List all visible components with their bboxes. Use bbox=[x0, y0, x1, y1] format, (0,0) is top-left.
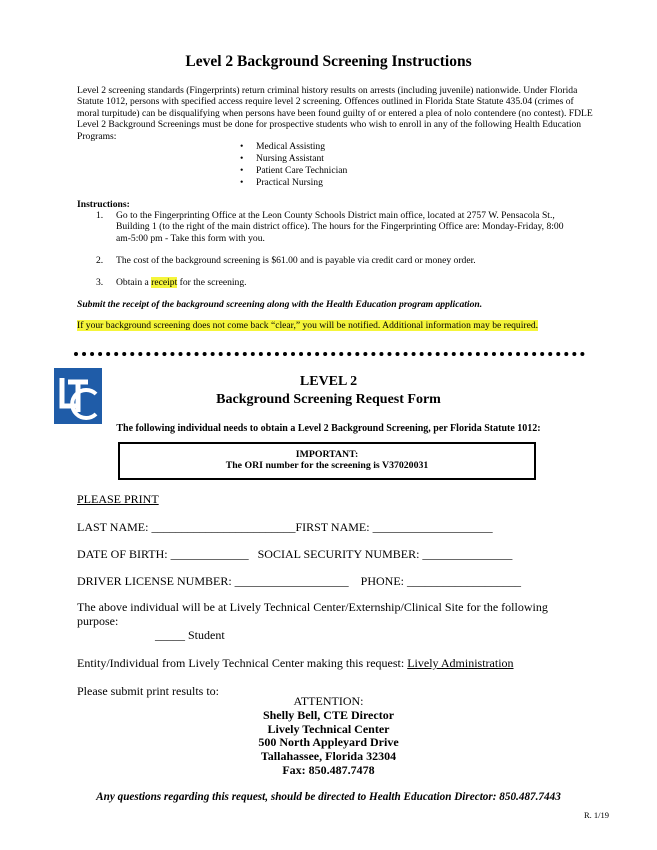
submit-results-label: Please submit print results to: bbox=[77, 684, 219, 698]
entity-label: Entity/Individual from Lively Technical Center making this request: bbox=[77, 656, 408, 670]
program-item: • Patient Care Technician bbox=[240, 165, 347, 177]
receipt-highlight: receipt bbox=[151, 277, 178, 288]
please-print-label: PLEASE PRINT bbox=[77, 492, 159, 506]
revision-label: R. 1/19 bbox=[584, 810, 610, 820]
entity-value: Lively Administration bbox=[407, 656, 514, 670]
questions-contact: Any questions regarding this request, should be directed to Health Education Director: 850.487.7443 bbox=[96, 791, 561, 803]
step-text: The cost of the background screening is $61.00 and is payable via credit card or money order. bbox=[116, 255, 476, 266]
form-heading-title: Background Screening Request Form bbox=[216, 392, 441, 407]
step-number: 1. bbox=[96, 210, 104, 221]
cut-line-divider bbox=[74, 352, 585, 356]
mailing-address-block bbox=[0, 695, 657, 778]
step-number: 2. bbox=[96, 255, 104, 266]
address-org: Lively Technical Center bbox=[267, 721, 390, 736]
program-list bbox=[240, 141, 347, 189]
instruction-step-2 bbox=[96, 255, 576, 266]
program-item: • Practical Nursing bbox=[240, 177, 347, 189]
instruction-step-1 bbox=[96, 210, 576, 244]
important-ori-box bbox=[118, 442, 536, 480]
instructions-heading: Instructions: bbox=[77, 199, 130, 210]
submit-receipt-note: Submit the receipt of the background screening along with the Health Education program application. bbox=[77, 299, 483, 310]
dob-ssn-fields-line[interactable]: DATE OF BIRTH: _____________ SOCIAL SECURITY NUMBER: _______________ bbox=[77, 547, 513, 561]
step-number: 3. bbox=[96, 277, 104, 288]
important-label: IMPORTANT: bbox=[295, 449, 359, 460]
program-item: • Nursing Assistant bbox=[240, 153, 347, 165]
form-heading-level: LEVEL 2 bbox=[299, 374, 358, 389]
address-name: Shelly Bell, CTE Director bbox=[262, 707, 395, 722]
form-intro-statement: The following individual needs to obtain a Level 2 Background Screening, per Florida Statute 1012: bbox=[116, 423, 541, 434]
name-fields-line[interactable]: LAST NAME: ________________________FIRST NAME: ____________________ bbox=[77, 520, 493, 534]
purpose-statement: The above individual will be at Lively Technical Center/Externship/Clinical Site for the following purpose: bbox=[77, 600, 548, 628]
address-street: 500 North Appleyard Drive bbox=[258, 735, 399, 750]
page-title: Level 2 Background Screening Instructions bbox=[185, 53, 472, 70]
instruction-step-3 bbox=[96, 277, 576, 288]
step-text bbox=[116, 277, 576, 288]
step-text-before: Obtain a bbox=[116, 277, 152, 288]
intro-paragraph: Level 2 screening standards (Fingerprints) return criminal history results on arrests (including juvenile) nationwide. Under Florida Statute 1012, persons with specified access require level 2 screening. Offences outlined in Florida State Statute 435.04 (crimes of moral turpitude) can be disqualifying when persons have been found guilty of or entered a plea of nolo contendere (no contest). FDLE Level 2 Background Screenings must be done for prospective students who wish to enroll in any of the following Health Education Programs: bbox=[77, 85, 593, 142]
step-text: Go to the Fingerprinting Office at the Leon County Schools District main office, located at 2757 W. Pensacola St., Building 1 (to the right of the main district office). The hours for the Fingerprinting Office are: Monday-Friday, 8:00 am-5:00 pm - Take this form with you. bbox=[116, 210, 564, 244]
ori-number-text: The ORI number for the screening is V37020031 bbox=[225, 460, 429, 471]
clear-notice bbox=[77, 320, 538, 331]
student-option[interactable]: _____ Student bbox=[155, 628, 225, 642]
requesting-entity bbox=[77, 656, 514, 671]
address-fax: Fax: 850.487.7478 bbox=[282, 762, 375, 777]
program-item: • Medical Assisting bbox=[240, 141, 347, 153]
clear-notice-highlight: If your background screening does not come back “clear,” you will be notified. Additional information may be required. bbox=[77, 320, 539, 331]
license-phone-fields-line[interactable]: DRIVER LICENSE NUMBER: ___________________ PHONE: ___________________ bbox=[77, 574, 522, 588]
address-city: Tallahassee, Florida 32304 bbox=[260, 749, 397, 764]
step-text-after: for the screening. bbox=[177, 277, 247, 288]
address-attention: ATTENTION: bbox=[293, 694, 364, 708]
